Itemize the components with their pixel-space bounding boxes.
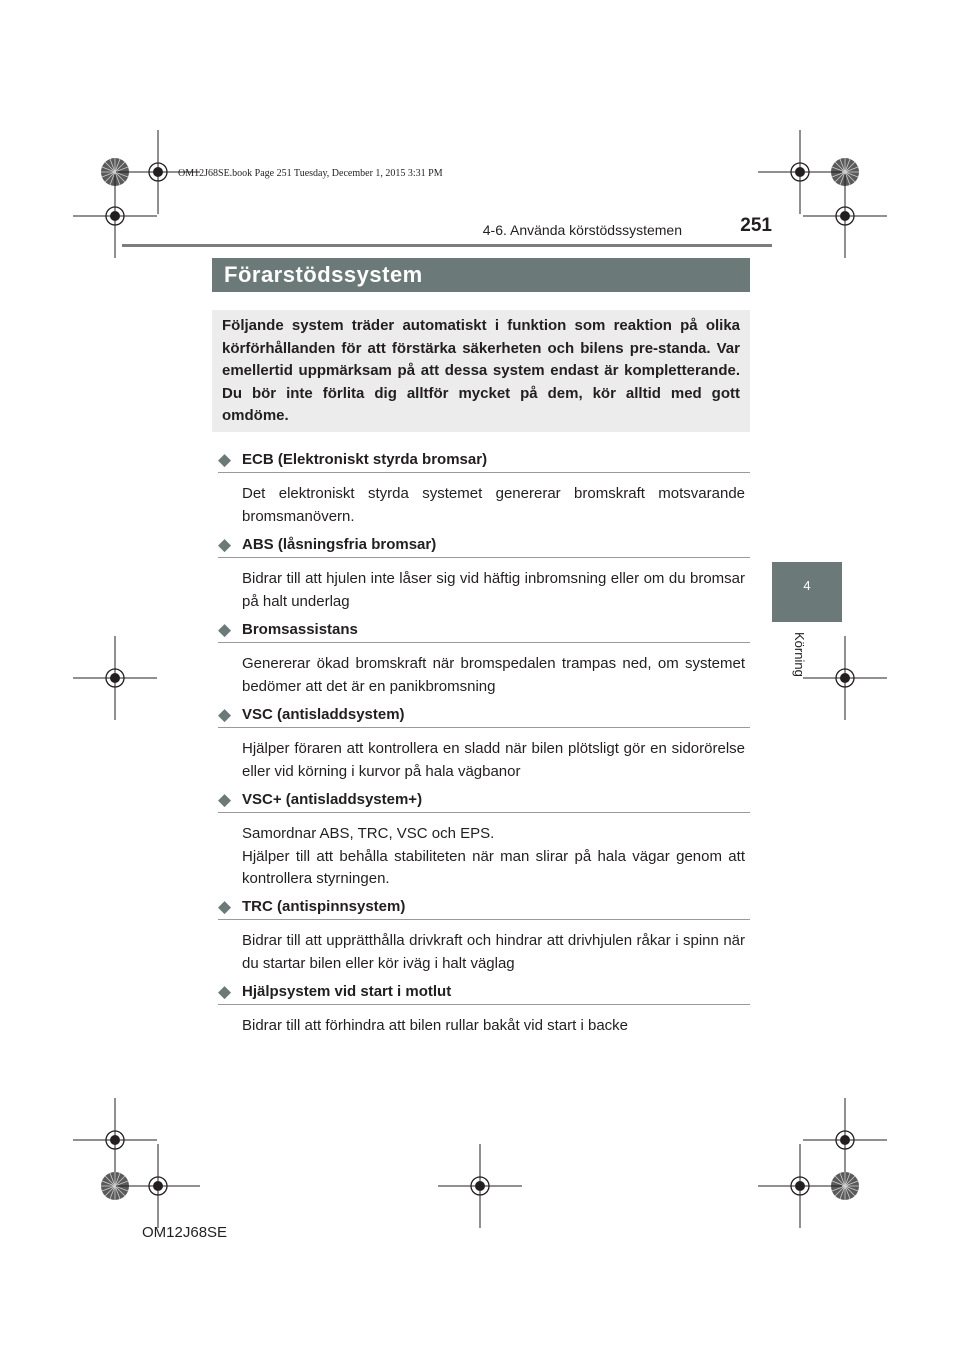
item-body <box>242 1015 745 1038</box>
system-item <box>218 620 750 695</box>
item-text: Hjälper föraren att kontrollera en sladd när bilen plötsligt gör en sidorörelse eller vid körning i kurvor på hala vägbanor <box>242 740 745 780</box>
item-body <box>242 738 745 783</box>
item-heading <box>218 897 750 919</box>
item-text: Samordnar ABS, TRC, VSC och EPS. <box>242 825 495 842</box>
item-title: Hjälpsystem vid start i motlut <box>242 983 452 1000</box>
item-title: Bromsassistans <box>242 621 358 638</box>
header-rule <box>122 244 772 247</box>
item-body <box>242 653 745 698</box>
item-body <box>242 483 745 528</box>
manual-code: OM12J68SE <box>142 1224 228 1241</box>
intro-box <box>212 310 750 432</box>
item-title: ABS (låsningsfria bromsar) <box>242 536 437 553</box>
diamond-bullet-icon: ◆ <box>218 705 232 724</box>
item-heading <box>218 620 750 642</box>
section-title-bar <box>212 258 750 292</box>
chapter-tab-number: 4 <box>803 578 811 593</box>
item-body <box>242 930 745 975</box>
item-body <box>242 568 745 613</box>
system-item <box>218 535 750 610</box>
system-item <box>218 450 750 525</box>
item-title: VSC+ (antisladdsystem+) <box>242 791 423 808</box>
diamond-bullet-icon: ◆ <box>218 897 232 916</box>
system-item <box>218 790 750 887</box>
system-item <box>218 705 750 780</box>
diamond-bullet-icon: ◆ <box>218 450 232 469</box>
item-heading <box>218 450 750 472</box>
system-item <box>218 982 750 1034</box>
chapter-reference: 4-6. Använda körstödssystemen <box>482 222 682 238</box>
section-title: Förarstödssystem <box>224 262 423 287</box>
item-rule <box>218 812 750 813</box>
item-rule <box>218 919 750 920</box>
item-rule <box>218 727 750 728</box>
intro-text: Följande system träder automatiskt i funktion som reaktion på olika körförhållanden för att förstärka säkerheten och bilens pre-standa. Var emellertid uppmärksam på att dessa system endast är kompletterande. Du bör inte förlita dig alltför mycket på dem, kör alltid med gott omdöme. <box>222 317 740 424</box>
item-title: ECB (Elektroniskt styrda bromsar) <box>242 451 488 468</box>
book-stamp: OM12J68SE.book Page 251 Tuesday, December 1, 2015 3:31 PM <box>178 168 443 179</box>
item-text: Genererar ökad bromskraft när bromspedalen trampas ned, om systemet bedömer att det är en panikbromsning <box>242 655 745 695</box>
diamond-bullet-icon: ◆ <box>218 535 232 554</box>
item-text: Hjälper till att behålla stabiliteten när man slirar på hala vägar genom att kontrollera styrningen. <box>242 847 745 887</box>
item-text: Bidrar till att förhindra att bilen rullar bakåt vid start i backe <box>242 1017 629 1034</box>
item-text: Bidrar till att upprätthålla drivkraft och hindrar att drivhjulen råkar i spinn när du startar bilen eller kör iväg i halt väglag <box>242 932 745 972</box>
diamond-bullet-icon: ◆ <box>218 982 232 1001</box>
diamond-bullet-icon: ◆ <box>218 790 232 809</box>
item-body <box>242 823 745 891</box>
item-rule <box>218 557 750 558</box>
diamond-bullet-icon: ◆ <box>218 620 232 639</box>
item-title: TRC (antispinnsystem) <box>242 898 406 915</box>
item-heading <box>218 982 750 1004</box>
item-text: Det elektroniskt styrda systemet genererar bromskraft motsvarande bromsmanövern. <box>242 485 745 525</box>
chapter-tab-label-wrap <box>792 632 808 692</box>
page-number: 251 <box>740 215 772 236</box>
item-rule <box>218 472 750 473</box>
item-title: VSC (antisladdsystem) <box>242 706 405 723</box>
item-rule <box>218 1004 750 1005</box>
chapter-tab-label: Körning <box>792 632 807 677</box>
item-rule <box>218 642 750 643</box>
item-heading <box>218 535 750 557</box>
item-heading <box>218 705 750 727</box>
item-text: Bidrar till att hjulen inte låser sig vid häftig inbromsning eller om du bromsar på halt underlag <box>242 570 745 610</box>
system-item <box>218 897 750 972</box>
item-heading <box>218 790 750 812</box>
